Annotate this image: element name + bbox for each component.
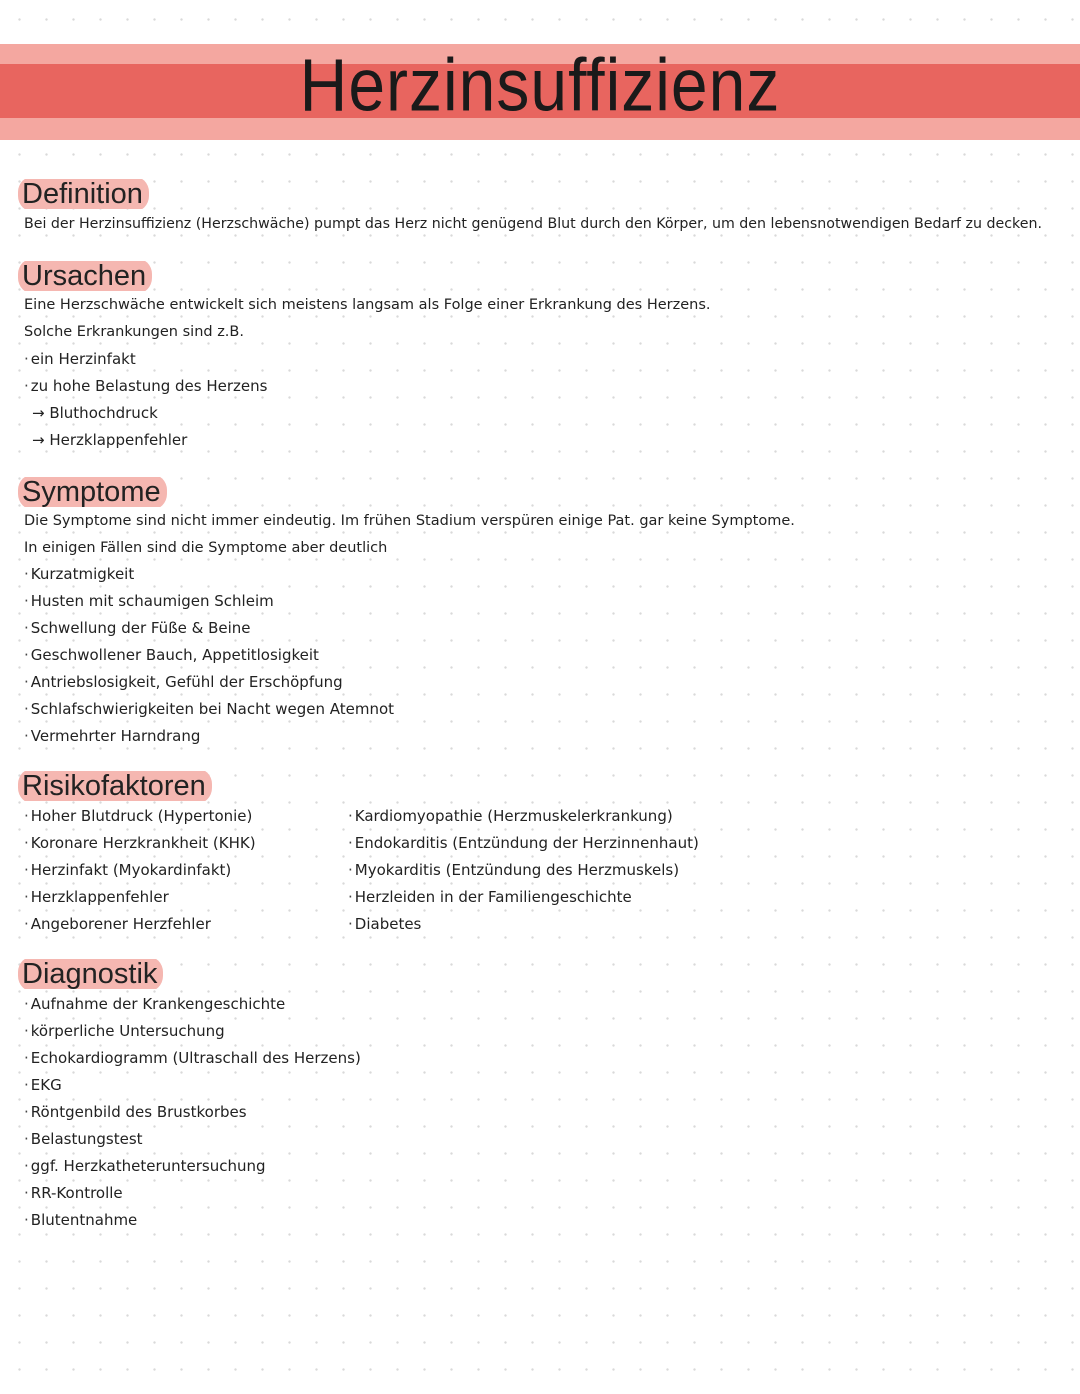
- definition-heading: Definition: [18, 176, 149, 212]
- list-item: · zu hohe Belastung des Herzens: [24, 373, 267, 400]
- ursachen-examples-label: Solche Erkrankungen sind z.B.: [24, 324, 244, 340]
- diagnostik-list: [24, 991, 361, 1234]
- diagnostik-heading: Diagnostik: [18, 956, 163, 992]
- list-item: · Geschwollener Bauch, Appetitlosigkeit: [24, 642, 394, 669]
- risikofaktoren-list-right: [348, 803, 699, 938]
- list-item: · Myokarditis (Entzündung des Herzmuskels): [348, 857, 699, 884]
- list-item: · RR-Kontrolle: [24, 1180, 361, 1207]
- page-title: Herzinsuffizienz: [299, 43, 781, 127]
- risikofaktoren-heading: Risikofaktoren: [18, 768, 212, 804]
- list-item: · Koronare Herzkrankheit (KHK): [24, 830, 256, 857]
- list-item: · Vermehrter Harndrang: [24, 723, 394, 750]
- list-item: · Antriebslosigkeit, Gefühl der Erschöpfung: [24, 669, 394, 696]
- definition-text: Bei der Herzinsuffizienz (Herzschwäche) pumpt das Herz nicht genügend Blut durch den Körper, um den lebensnotwendigen Bedarf zu decken.: [24, 216, 1042, 232]
- list-item: · Herzleiden in der Familiengeschichte: [348, 884, 699, 911]
- list-item: → Herzklappenfehler: [32, 431, 188, 449]
- symptome-intro: Die Symptome sind nicht immer eindeutig. Im frühen Stadium verspüren einige Pat. gar keine Symptome.: [24, 513, 795, 529]
- symptome-list: [24, 561, 394, 750]
- ursachen-intro: Eine Herzschwäche entwickelt sich meistens langsam als Folge einer Erkrankung des Herzens.: [24, 297, 711, 313]
- list-item: · Schwellung der Füße & Beine: [24, 615, 394, 642]
- list-item: · Angeborener Herzfehler: [24, 911, 256, 938]
- list-item: · Aufnahme der Krankengeschichte: [24, 991, 361, 1018]
- list-item: · EKG: [24, 1072, 361, 1099]
- list-item: · ein Herzinfakt: [24, 346, 267, 373]
- list-item: · körperliche Untersuchung: [24, 1018, 361, 1045]
- list-item: · Schlafschwierigkeiten bei Nacht wegen Atemnot: [24, 696, 394, 723]
- list-item: · Diabetes: [348, 911, 699, 938]
- list-item: · Belastungstest: [24, 1126, 361, 1153]
- list-item: · Hoher Blutdruck (Hypertonie): [24, 803, 256, 830]
- list-item: → Bluthochdruck: [32, 404, 158, 422]
- list-item: · Röntgenbild des Brustkorbes: [24, 1099, 361, 1126]
- list-item: · Kurzatmigkeit: [24, 561, 394, 588]
- ursachen-heading: Ursachen: [18, 258, 152, 294]
- list-item: · Husten mit schaumigen Schleim: [24, 588, 394, 615]
- symptome-note: In einigen Fällen sind die Symptome aber deutlich: [24, 540, 388, 556]
- list-item: · Herzklappenfehler: [24, 884, 256, 911]
- list-item: · Blutentnahme: [24, 1207, 361, 1234]
- list-item: · Echokardiogramm (Ultraschall des Herzens): [24, 1045, 361, 1072]
- list-item: · Endokarditis (Entzündung der Herzinnenhaut): [348, 830, 699, 857]
- list-item: · ggf. Herzkatheteruntersuchung: [24, 1153, 361, 1180]
- risikofaktoren-list-left: [24, 803, 256, 938]
- list-item: · Kardiomyopathie (Herzmuskelerkrankung): [348, 803, 699, 830]
- ursachen-list: [24, 346, 267, 454]
- symptome-heading: Symptome: [18, 474, 167, 510]
- list-item: · Herzinfakt (Myokardinfakt): [24, 857, 256, 884]
